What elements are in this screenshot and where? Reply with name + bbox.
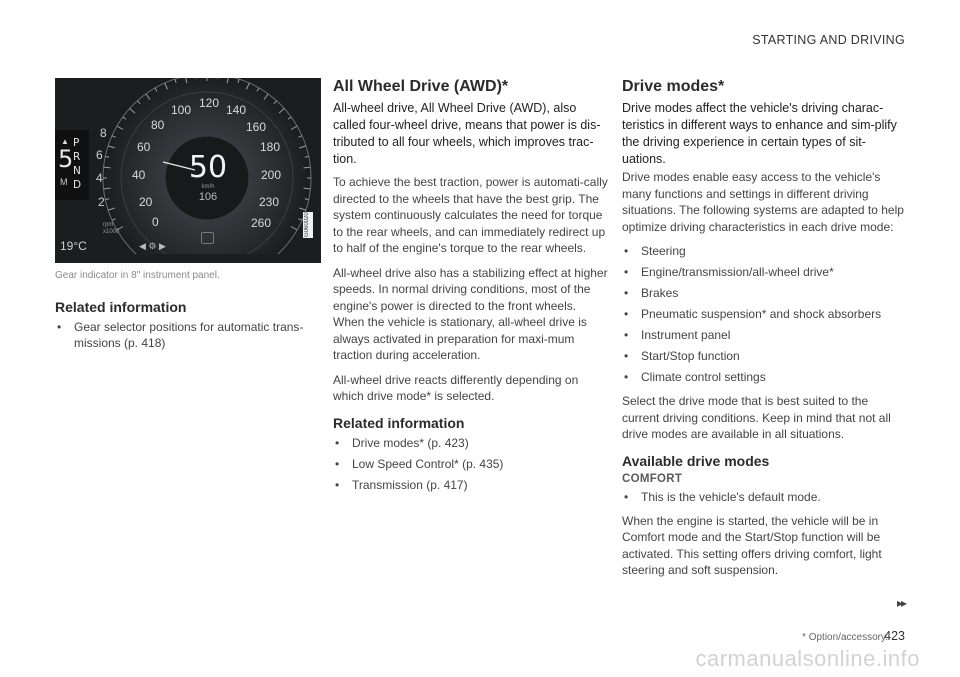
list-item[interactable]: • Low Speed Control* (p. 435) [335, 456, 504, 471]
speed-tick-80: 80 [151, 118, 165, 132]
menu-navigation-icon: ◀ ⚙ ▶ [139, 241, 166, 251]
list-item: • Start/Stop function [624, 349, 740, 363]
awd-paragraph: To achieve the best traction, power is automati-cally directed to the wheels that have the best grip. The system continuously calculates the need for torque to the rear wheels, and can immediately redirect up to half of the engine's torque to the rear wheels. [333, 175, 608, 255]
drive-modes-lead: Drive modes affect the vehicle's driving charac-teristics in different ways to enhance and sim-plify the driving experience in certain types of sit-uations. [622, 101, 897, 166]
tach-tick-2: 2 [98, 195, 105, 209]
tach-tick-4: 4 [96, 171, 103, 185]
speed-tick-100: 100 [171, 103, 192, 117]
instrument-panel-figure [55, 78, 321, 263]
figure-caption: Gear indicator in 8" instrument panel. [55, 270, 220, 281]
gear-indicator [55, 130, 89, 200]
gear-d: D [73, 179, 82, 191]
list-item[interactable]: • Transmission (p. 417) [335, 477, 468, 492]
list-item: • This is the vehicle's default mode. [624, 489, 821, 504]
speed-tick-20: 20 [139, 195, 153, 209]
image-code: G060020 [304, 212, 310, 238]
left-column [55, 78, 321, 359]
awd-paragraph: All-wheel drive also has a stabilizing effect at higher speeds. In normal driving conditions, most of the engine's power is directed to the front wheels. When the vehicle is stationary, all-wheel drive is always activated in preparation for maxi-mum traction during acceleration. [333, 265, 608, 362]
list-item: • Brakes [624, 286, 679, 300]
speed-tick-200: 200 [261, 168, 282, 182]
continue-arrow-icon: ▸▸ [896, 596, 905, 610]
manual-gear-number: 5 [58, 145, 74, 173]
list-item: • Pneumatic suspension* and shock absorbers [624, 307, 882, 321]
comfort-heading: COMFORT [622, 472, 683, 485]
comfort-list [622, 489, 908, 505]
awd-lead: All-wheel drive, All Wheel Drive (AWD), also called four-wheel drive, means that power is dis-tributed to all four wheels, which improves trac-tion. [333, 101, 601, 166]
list-item[interactable]: • Gear selector positions for automatic trans-missions (p. 418) [57, 320, 304, 350]
list-item: • Steering [624, 244, 686, 258]
list-item[interactable]: • Drive modes* (p. 423) [335, 435, 469, 450]
rpm-label: rpm x1000 [103, 222, 120, 235]
footnote: * Option/accessory. [802, 632, 888, 643]
awd-paragraph: All-wheel drive reacts differently depending on which drive mode* is selected. [333, 372, 579, 403]
page-number: 423 [884, 629, 905, 643]
related-info-heading: Related information [333, 414, 465, 431]
available-modes-heading: Available drive modes [622, 452, 770, 469]
drive-modes-title: Drive modes* [622, 78, 725, 95]
speed-unit: km/h [201, 184, 215, 190]
speed-tick-120: 120 [199, 96, 220, 110]
speed-tick-180: 180 [260, 140, 281, 154]
drive-modes-column [622, 78, 908, 587]
speed-tick-140: 140 [226, 103, 247, 117]
list-item: • Engine/transmission/all-wheel drive* [624, 265, 834, 279]
manual-mode-label: M [60, 177, 68, 187]
awd-title: All Wheel Drive (AWD)* [333, 78, 509, 95]
list-item: • Instrument panel [624, 328, 731, 342]
gear-up-icon: ▲ [61, 137, 69, 146]
speed-tick-40: 40 [132, 168, 146, 182]
drive-modes-paragraph: When the engine is started, the vehicle will be in Comfort mode and the Start/Stop function will be activated. This setting offers driving comfort, light steering and soft suspension. [622, 513, 882, 577]
speed-tick-60: 60 [137, 140, 151, 154]
speed-readout: 50 [188, 150, 228, 185]
section-header: STARTING AND DRIVING [752, 33, 905, 47]
related-info-list [333, 435, 610, 493]
list-item: • Climate control settings [624, 370, 766, 384]
gear-p: P [73, 137, 80, 149]
speed-tick-230: 230 [259, 195, 280, 209]
tach-tick-8: 8 [100, 126, 107, 140]
speed-tick-260: 260 [251, 216, 272, 230]
speed-tick-0: 0 [152, 215, 159, 229]
speed-tick-160: 160 [246, 120, 267, 134]
related-info-list [55, 319, 321, 351]
drive-modes-paragraph: Select the drive mode that is best suited to the current driving conditions. Keep in mind that not all drive modes are available in all situations. [622, 394, 891, 441]
tach-tick-6: 6 [96, 148, 103, 162]
outside-temperature: 19°C [60, 239, 87, 253]
odometer-readout: 106 [198, 191, 218, 203]
settings-icon [201, 232, 214, 244]
adapted-systems-list [622, 243, 908, 385]
related-info-heading: Related information [55, 299, 187, 315]
gear-n: N [73, 165, 81, 177]
watermark: carmanualsonline.info [695, 646, 920, 671]
awd-column [333, 78, 610, 501]
gear-r: R [73, 151, 81, 163]
drive-modes-paragraph: Drive modes enable easy access to the vehicle's many functions and settings in different driving situations. The following systems are adapted to help optimize driving characteristics in each drive mode: [622, 170, 904, 234]
